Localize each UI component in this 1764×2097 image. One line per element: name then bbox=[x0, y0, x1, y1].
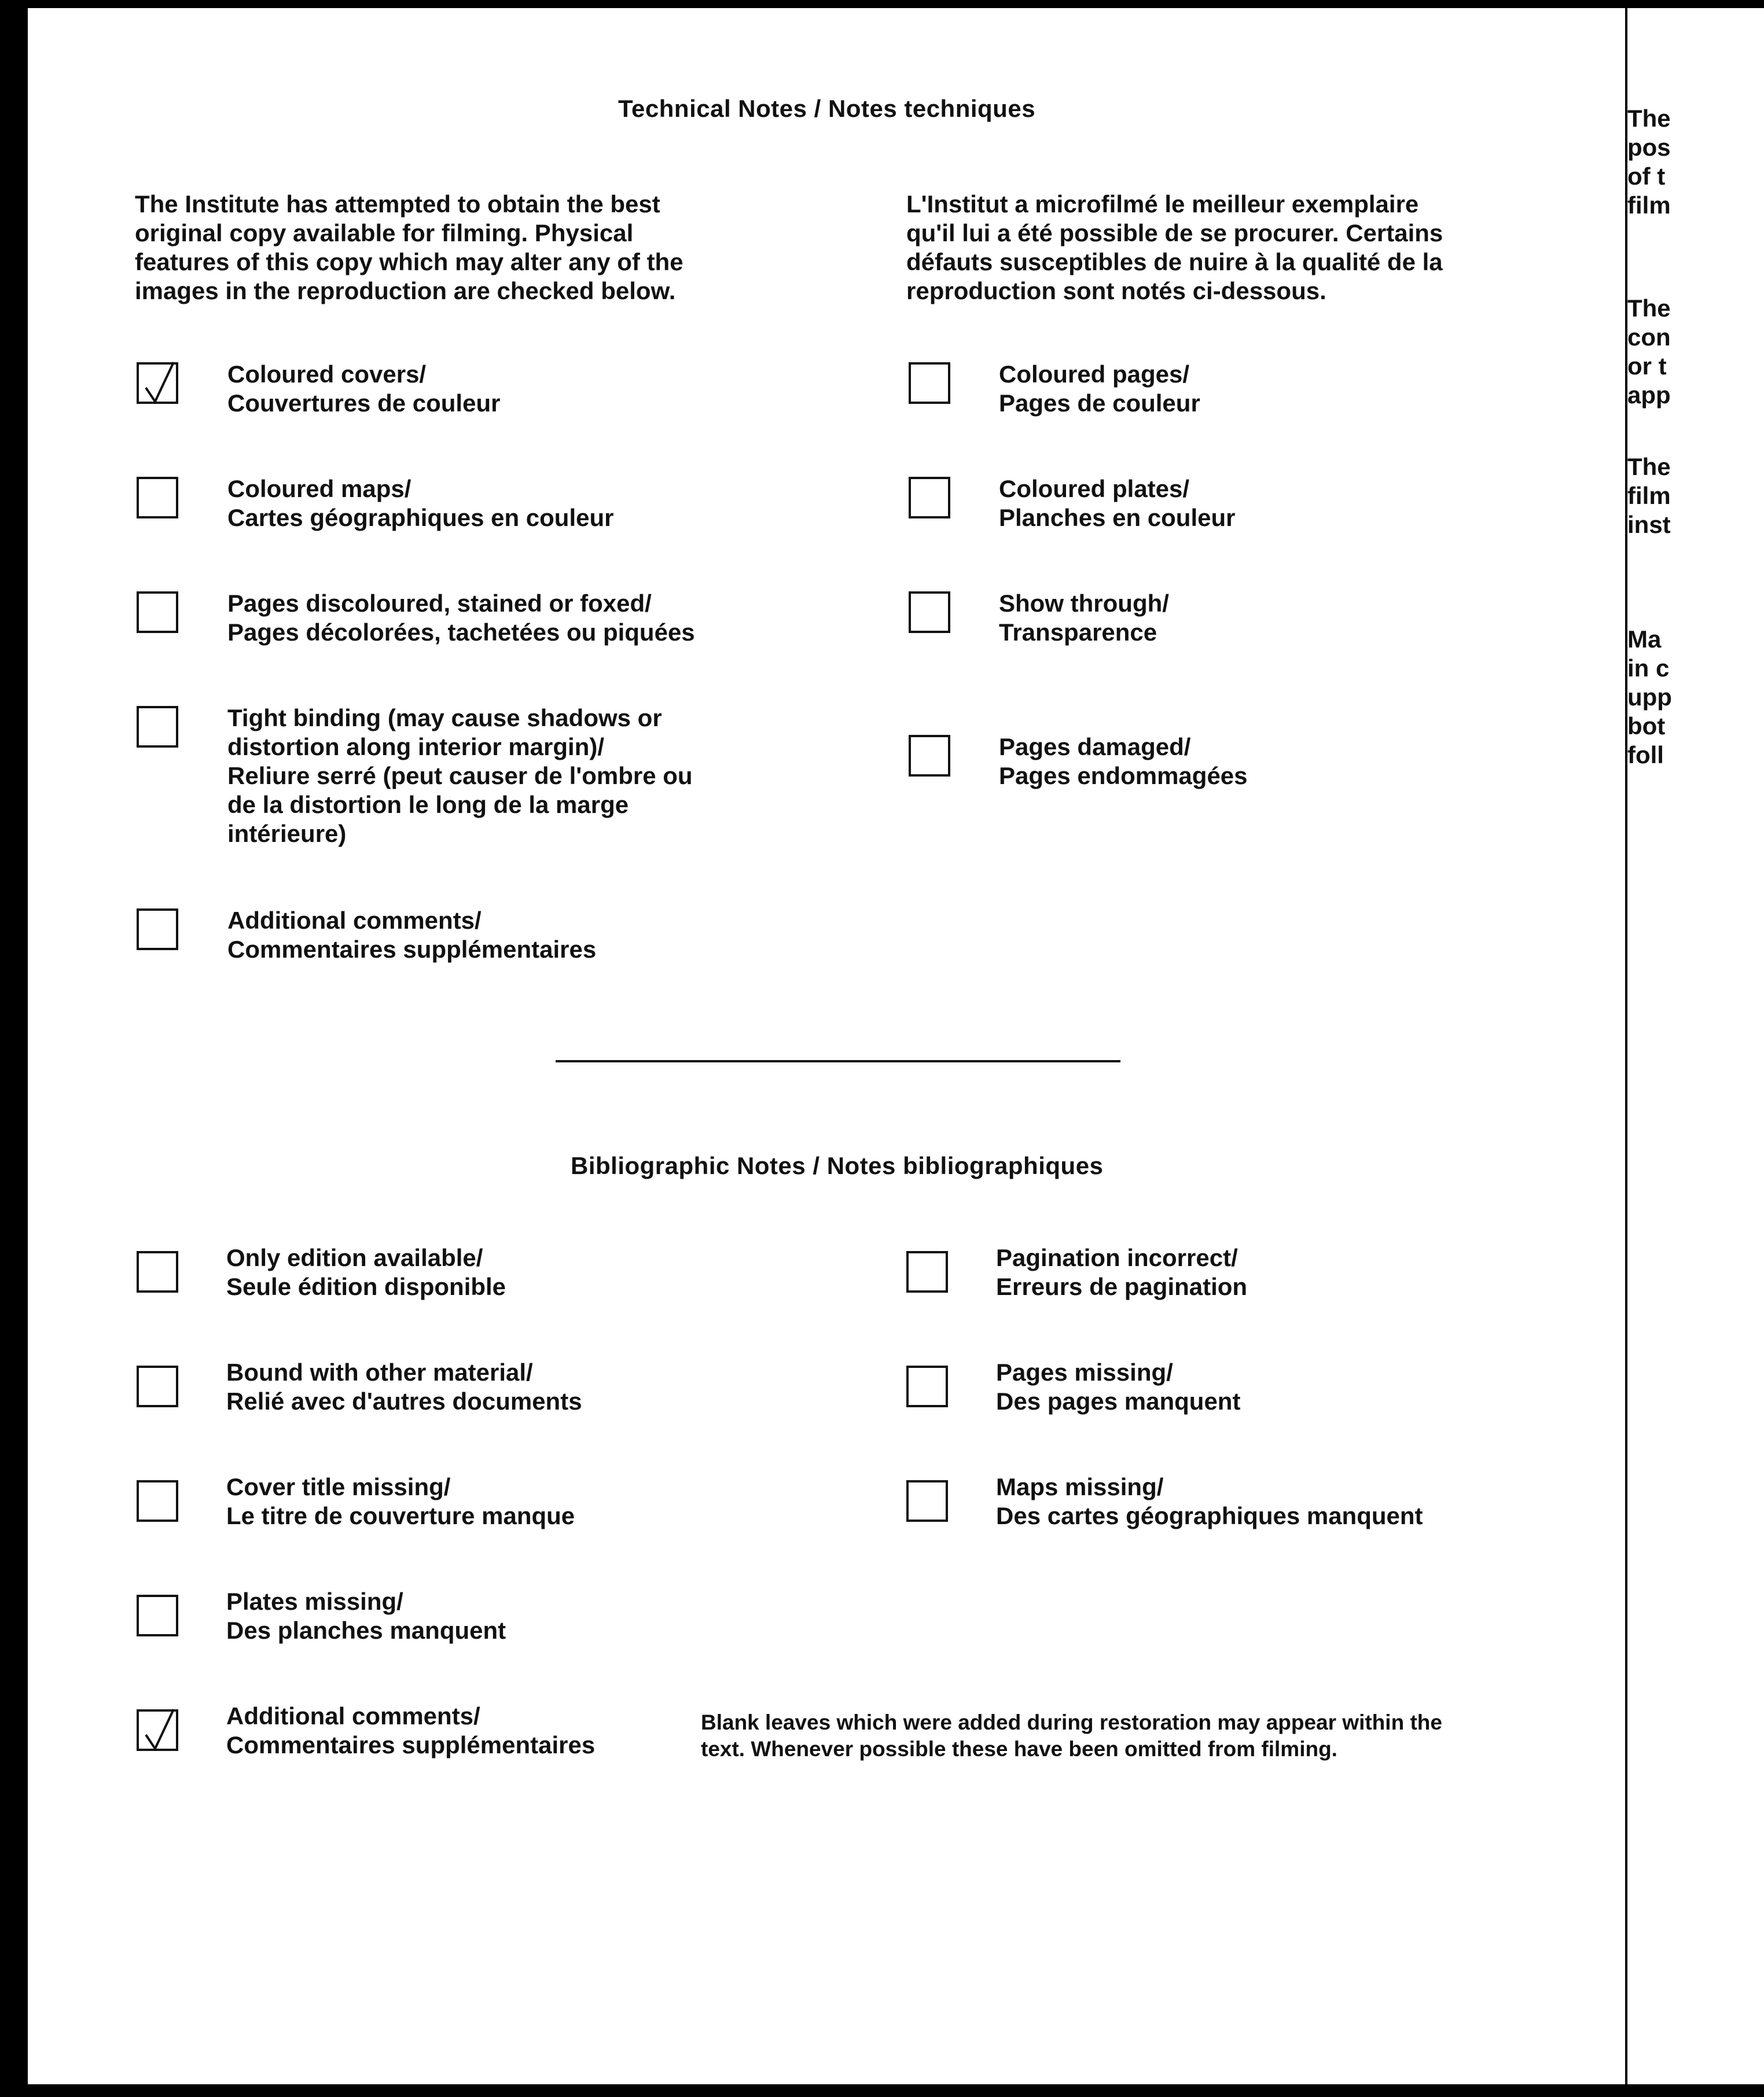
only-edition-item bbox=[226, 1244, 506, 1301]
pages-discoloured-item bbox=[227, 589, 695, 647]
coloured-covers-item bbox=[227, 360, 500, 418]
bound-with-other-material-item bbox=[226, 1358, 582, 1416]
intro-en-line: features of this copy which may alter any of the bbox=[135, 248, 683, 275]
fragment-line: upp bbox=[1627, 683, 1672, 711]
technical-notes-heading: Technical Notes / Notes techniques bbox=[618, 95, 1036, 122]
intro-en-line: images in the reproduction are checked below. bbox=[135, 277, 676, 304]
bibliographic-notes-heading: Bibliographic Notes / Notes bibliographiques bbox=[571, 1152, 1104, 1179]
show-through-item bbox=[999, 589, 1169, 647]
intro-fr-line: qu'il lui a été possible de se procurer. Certains bbox=[906, 219, 1443, 247]
item-label: Maps missing/ bbox=[996, 1473, 1164, 1500]
bound-with-other-material-checkbox[interactable] bbox=[137, 1366, 178, 1407]
item-label: Coloured pages/ bbox=[999, 360, 1190, 388]
intro-fr-line: reproduction sont notés ci-dessous. bbox=[906, 277, 1326, 304]
fragment-line: bot bbox=[1627, 712, 1666, 740]
pages-damaged-item bbox=[999, 733, 1248, 790]
item-label: Couvertures de couleur bbox=[227, 389, 501, 417]
item-label: Tight binding (may cause shadows or bbox=[227, 704, 662, 731]
item-label: Des cartes géographiques manquent bbox=[996, 1502, 1423, 1529]
only-edition-checkbox[interactable] bbox=[137, 1251, 178, 1293]
item-label: Coloured maps/ bbox=[227, 475, 411, 502]
coloured-maps-checkbox[interactable] bbox=[137, 477, 178, 518]
fragment-line: The bbox=[1627, 105, 1671, 132]
item-label: Planches en couleur bbox=[999, 504, 1236, 531]
item-label: Pages damaged/ bbox=[999, 733, 1191, 760]
item-label: distortion along interior margin)/ bbox=[227, 733, 604, 760]
item-label: Erreurs de pagination bbox=[996, 1273, 1248, 1300]
bibliographic-additional-comments-item bbox=[226, 1702, 595, 1760]
item-label: Pages missing/ bbox=[996, 1359, 1173, 1386]
item-label: Pagination incorrect/ bbox=[996, 1244, 1238, 1271]
fragment-line: inst bbox=[1627, 511, 1671, 538]
intro-fr-line: L'Institut a microfilmé le meilleur exemplaire bbox=[906, 190, 1419, 218]
item-label: de la distortion le long de la marge bbox=[227, 791, 629, 818]
additional-comments-item bbox=[227, 906, 596, 964]
item-label: Relié avec d'autres documents bbox=[226, 1388, 582, 1415]
cover-title-missing-checkbox[interactable] bbox=[137, 1480, 178, 1522]
item-label: Bound with other material/ bbox=[226, 1359, 533, 1386]
item-label: Show through/ bbox=[999, 590, 1169, 617]
item-label: intérieure) bbox=[227, 820, 347, 847]
item-label: Le titre de couverture manque bbox=[226, 1502, 575, 1529]
plates-missing-item bbox=[226, 1587, 506, 1645]
fragment-line: app bbox=[1627, 381, 1671, 409]
comment-line: Blank leaves which were added during restoration may appear within the bbox=[701, 1710, 1442, 1734]
maps-missing-checkbox[interactable] bbox=[906, 1480, 948, 1522]
item-label: Commentaires supplémentaires bbox=[227, 936, 597, 963]
item-label: Only edition available/ bbox=[226, 1244, 483, 1271]
pagination-incorrect-item bbox=[996, 1244, 1247, 1301]
coloured-plates-checkbox[interactable] bbox=[909, 477, 950, 518]
item-label: Coloured plates/ bbox=[999, 475, 1190, 502]
pagination-incorrect-checkbox[interactable] bbox=[906, 1251, 948, 1293]
intro-fr-line: défauts susceptibles de nuire à la qualité de la bbox=[906, 248, 1443, 275]
cover-title-missing-item bbox=[226, 1473, 575, 1531]
fragment-line: pos bbox=[1627, 134, 1671, 161]
comment-line: text. Whenever possible these have been omitted from filming. bbox=[701, 1737, 1337, 1761]
intro-en-line: original copy available for filming. Physical bbox=[135, 219, 634, 247]
fragment-line: or t bbox=[1627, 352, 1667, 380]
item-label: Cover title missing/ bbox=[226, 1473, 451, 1500]
adjacent-page-fragment bbox=[1627, 8, 1764, 2084]
pages-missing-item bbox=[996, 1358, 1240, 1416]
item-label: Plates missing/ bbox=[226, 1588, 403, 1615]
fragment-line: film bbox=[1627, 192, 1671, 219]
item-label: Pages décolorées, tachetées ou piquées bbox=[227, 619, 695, 646]
pages-missing-checkbox[interactable] bbox=[906, 1366, 948, 1407]
plates-missing-checkbox[interactable] bbox=[137, 1595, 178, 1636]
fragment-line: The bbox=[1627, 295, 1671, 322]
item-label: Des pages manquent bbox=[996, 1388, 1241, 1415]
section-divider-rule bbox=[556, 1060, 1120, 1062]
maps-missing-item bbox=[996, 1473, 1423, 1531]
fragment-line: Ma bbox=[1627, 626, 1662, 653]
item-label: Pages discoloured, stained or foxed/ bbox=[227, 590, 652, 617]
show-through-checkbox[interactable] bbox=[909, 591, 950, 633]
checkmark-icon bbox=[142, 361, 177, 407]
tight-binding-item bbox=[227, 704, 693, 848]
bibliographic-additional-comments-checkbox[interactable] bbox=[137, 1709, 178, 1751]
additional-comments-checkbox[interactable] bbox=[137, 908, 178, 950]
tight-binding-checkbox[interactable] bbox=[137, 706, 178, 748]
technical-bibliographic-notes-page bbox=[28, 8, 1625, 2084]
item-label: Pages de couleur bbox=[999, 389, 1200, 417]
coloured-plates-item bbox=[999, 474, 1235, 532]
technical-intro-english bbox=[135, 190, 683, 306]
coloured-pages-item bbox=[999, 360, 1200, 418]
item-label: Additional comments/ bbox=[226, 1702, 480, 1730]
item-label: Cartes géographiques en couleur bbox=[227, 504, 614, 531]
restoration-comment bbox=[701, 1709, 1442, 1763]
coloured-covers-checkbox[interactable] bbox=[137, 362, 178, 404]
item-label: Additional comments/ bbox=[227, 907, 482, 934]
pages-discoloured-checkbox[interactable] bbox=[137, 591, 178, 633]
pages-damaged-checkbox[interactable] bbox=[909, 735, 950, 777]
item-label: Pages endommagées bbox=[999, 762, 1248, 789]
fragment-line: con bbox=[1627, 323, 1671, 351]
item-label: Seule édition disponible bbox=[226, 1273, 506, 1300]
fragment-line: of t bbox=[1627, 163, 1666, 190]
checkmark-icon bbox=[142, 1708, 177, 1754]
fragment-line: film bbox=[1627, 482, 1671, 509]
fragment-line: in c bbox=[1627, 654, 1670, 682]
coloured-pages-checkbox[interactable] bbox=[909, 362, 950, 404]
item-label: Commentaires supplémentaires bbox=[226, 1731, 596, 1758]
coloured-maps-item bbox=[227, 474, 614, 532]
item-label: Coloured covers/ bbox=[227, 360, 427, 388]
fragment-line: foll bbox=[1627, 741, 1664, 768]
item-label: Transparence bbox=[999, 619, 1157, 646]
fragment-line: The bbox=[1627, 453, 1671, 480]
item-label: Des planches manquent bbox=[226, 1617, 506, 1644]
item-label: Reliure serré (peut causer de l'ombre ou bbox=[227, 762, 693, 789]
intro-en-line: The Institute has attempted to obtain the best bbox=[135, 190, 660, 218]
technical-intro-french bbox=[906, 190, 1443, 306]
